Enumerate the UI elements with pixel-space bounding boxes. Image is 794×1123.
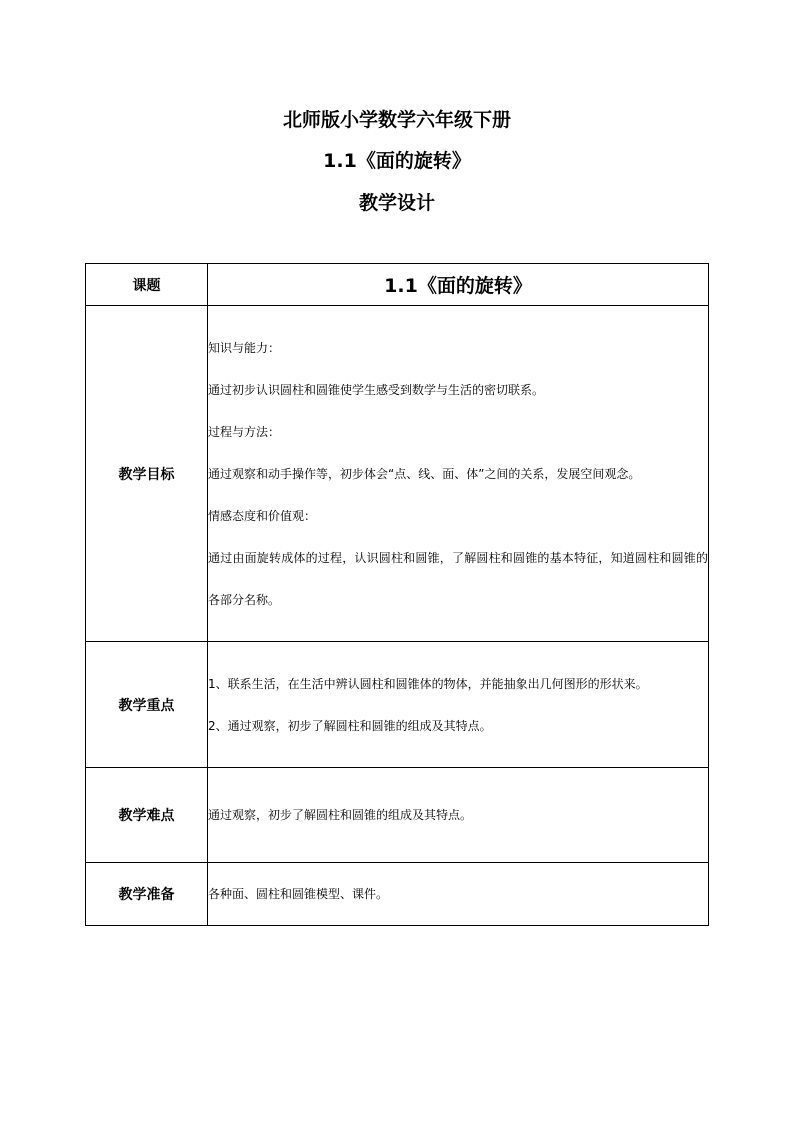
table-row-topic bbox=[86, 264, 709, 306]
doc-title-lesson: 1.1《面的旋转》 bbox=[323, 150, 471, 172]
topic-label: 课题 bbox=[86, 264, 208, 306]
goals-label: 教学目标 bbox=[86, 306, 208, 642]
goals-line: 通过由面旋转成体的过程，认识圆柱和圆锥，了解圆柱和圆锥的基本特征，知道圆柱和圆锥的各部分名称。 bbox=[208, 550, 708, 607]
key-content bbox=[208, 642, 709, 768]
hard-label: 教学难点 bbox=[86, 768, 208, 863]
prep-content: 各种面、圆柱和圆锥模型、课件。 bbox=[208, 863, 709, 926]
table-row-preparation bbox=[86, 863, 709, 926]
table-row-difficulties bbox=[86, 768, 709, 863]
goals-line: 情感态度和价值观： bbox=[208, 508, 317, 523]
prep-label: 教学准备 bbox=[86, 863, 208, 926]
goals-line: 知识与能力： bbox=[208, 340, 281, 355]
doc-title-type: 教学设计 bbox=[358, 192, 435, 214]
goals-line: 通过观察和动手操作等，初步体会“点、线、面、体”之间的关系，发展空间观念。 bbox=[208, 466, 641, 481]
key-line: 1、联系生活，在生活中辨认圆柱和圆锥体的物体，并能抽象出几何图形的形状来。 bbox=[208, 676, 648, 691]
goals-line: 过程与方法： bbox=[208, 424, 281, 439]
goals-line: 通过初步认识圆柱和圆锥使学生感受到数学与生活的密切联系。 bbox=[208, 382, 545, 397]
key-label: 教学重点 bbox=[86, 642, 208, 768]
lesson-plan-table bbox=[85, 263, 709, 926]
goals-content bbox=[208, 306, 709, 642]
table-row-goals bbox=[86, 306, 709, 642]
doc-title-series: 北师版小学数学六年级下册 bbox=[282, 109, 511, 131]
topic-value: 1.1《面的旋转》 bbox=[208, 264, 709, 306]
key-line: 2、通过观察，初步了解圆柱和圆锥的组成及其特点。 bbox=[208, 718, 492, 733]
table-row-key-points bbox=[86, 642, 709, 768]
hard-content: 通过观察，初步了解圆柱和圆锥的组成及其特点。 bbox=[208, 768, 709, 863]
